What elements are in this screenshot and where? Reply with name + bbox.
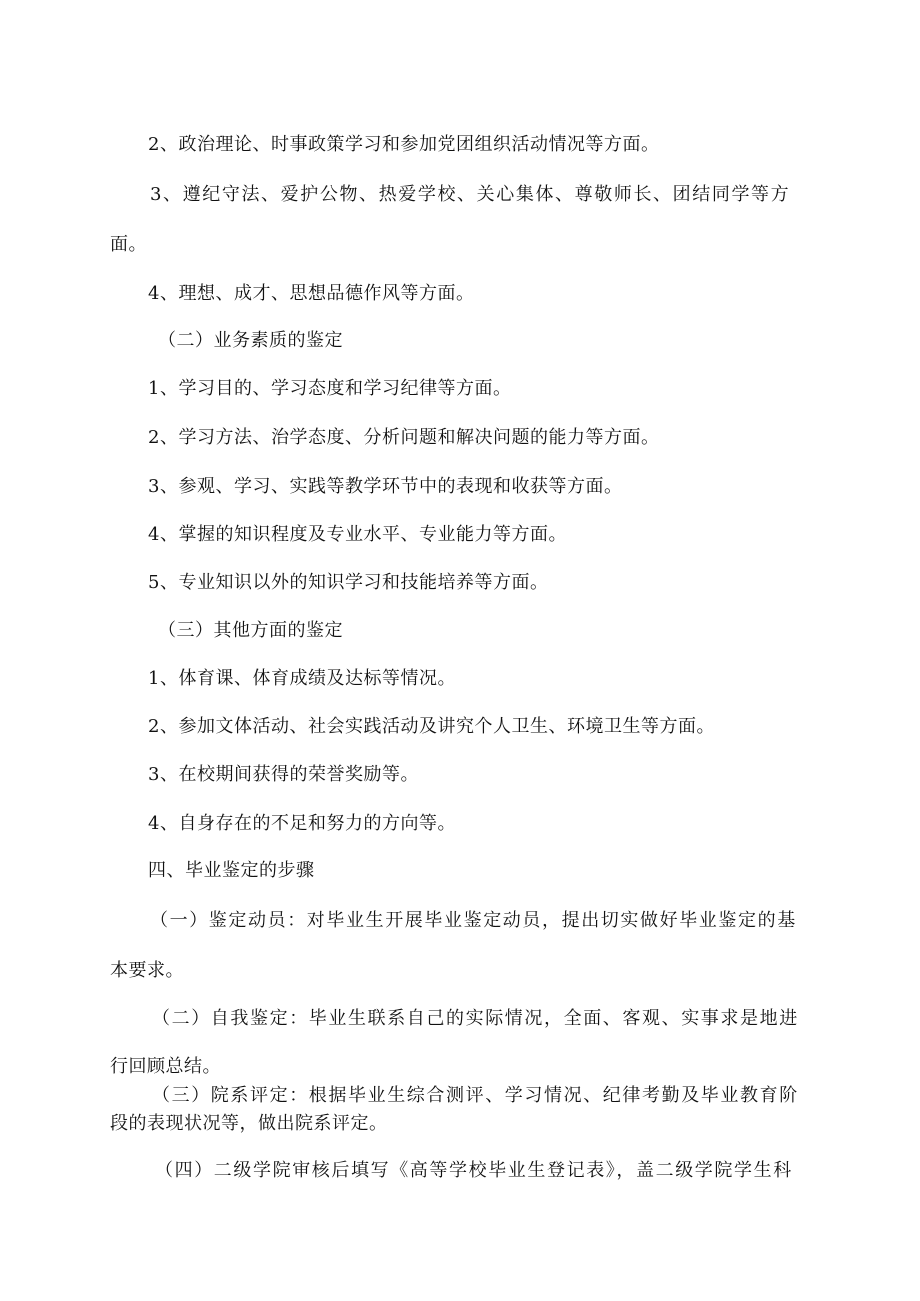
text-line: 3、遵纪守法、爱护公物、热爱学校、关心集体、尊敬师长、团结同学等方 bbox=[150, 184, 791, 205]
text-line: 3、参观、学习、实践等教学环节中的表现和收获等方面。 bbox=[148, 476, 623, 497]
text-line: 4、理想、成才、思想品德作风等方面。 bbox=[148, 283, 475, 304]
text-line: 2、参加文体活动、社会实践活动及讲究个人卫生、环境卫生等方面。 bbox=[148, 716, 715, 737]
text-line: 3、在校期间获得的荣誉奖励等。 bbox=[148, 764, 419, 785]
text-line: （三）院系评定：根据毕业生综合测评、学习情况、纪律考勤及毕业教育阶 bbox=[152, 1085, 799, 1106]
text-line: 2、政治理论、时事政策学习和参加党团组织活动情况等方面。 bbox=[148, 134, 660, 155]
text-line: 本要求。 bbox=[110, 960, 184, 981]
text-line: 行回顾总结。 bbox=[110, 1056, 221, 1077]
section-heading: （二）业务素质的鉴定 bbox=[158, 330, 343, 351]
text-line: 1、体育课、体育成绩及达标等情况。 bbox=[148, 668, 456, 689]
text-line: （四）二级学院审核后填写《高等学校毕业生登记表》，盖二级学院学生科 bbox=[155, 1160, 793, 1181]
text-line: 4、掌握的知识程度及专业水平、专业能力等方面。 bbox=[148, 524, 567, 545]
text-line: 2、学习方法、治学态度、分析问题和解决问题的能力等方面。 bbox=[148, 427, 660, 448]
text-line: （一）鉴定动员：对毕业生开展毕业鉴定动员，提出切实做好毕业鉴定的基 bbox=[150, 910, 797, 931]
text-line: 面。 bbox=[110, 234, 147, 255]
section-heading: （三）其他方面的鉴定 bbox=[158, 620, 343, 641]
text-line: 4、自身存在的不足和努力的方向等。 bbox=[148, 813, 456, 834]
text-line: （二）自我鉴定：毕业生联系自己的实际情况，全面、客观、实事求是地进 bbox=[152, 1008, 799, 1029]
text-line: 1、学习目的、学习态度和学习纪律等方面。 bbox=[148, 378, 512, 399]
text-line: 段的表现状况等，做出院系评定。 bbox=[110, 1113, 388, 1134]
text-line: 5、专业知识以外的知识学习和技能培养等方面。 bbox=[148, 572, 549, 593]
section-heading: 四、毕业鉴定的步骤 bbox=[148, 860, 315, 881]
